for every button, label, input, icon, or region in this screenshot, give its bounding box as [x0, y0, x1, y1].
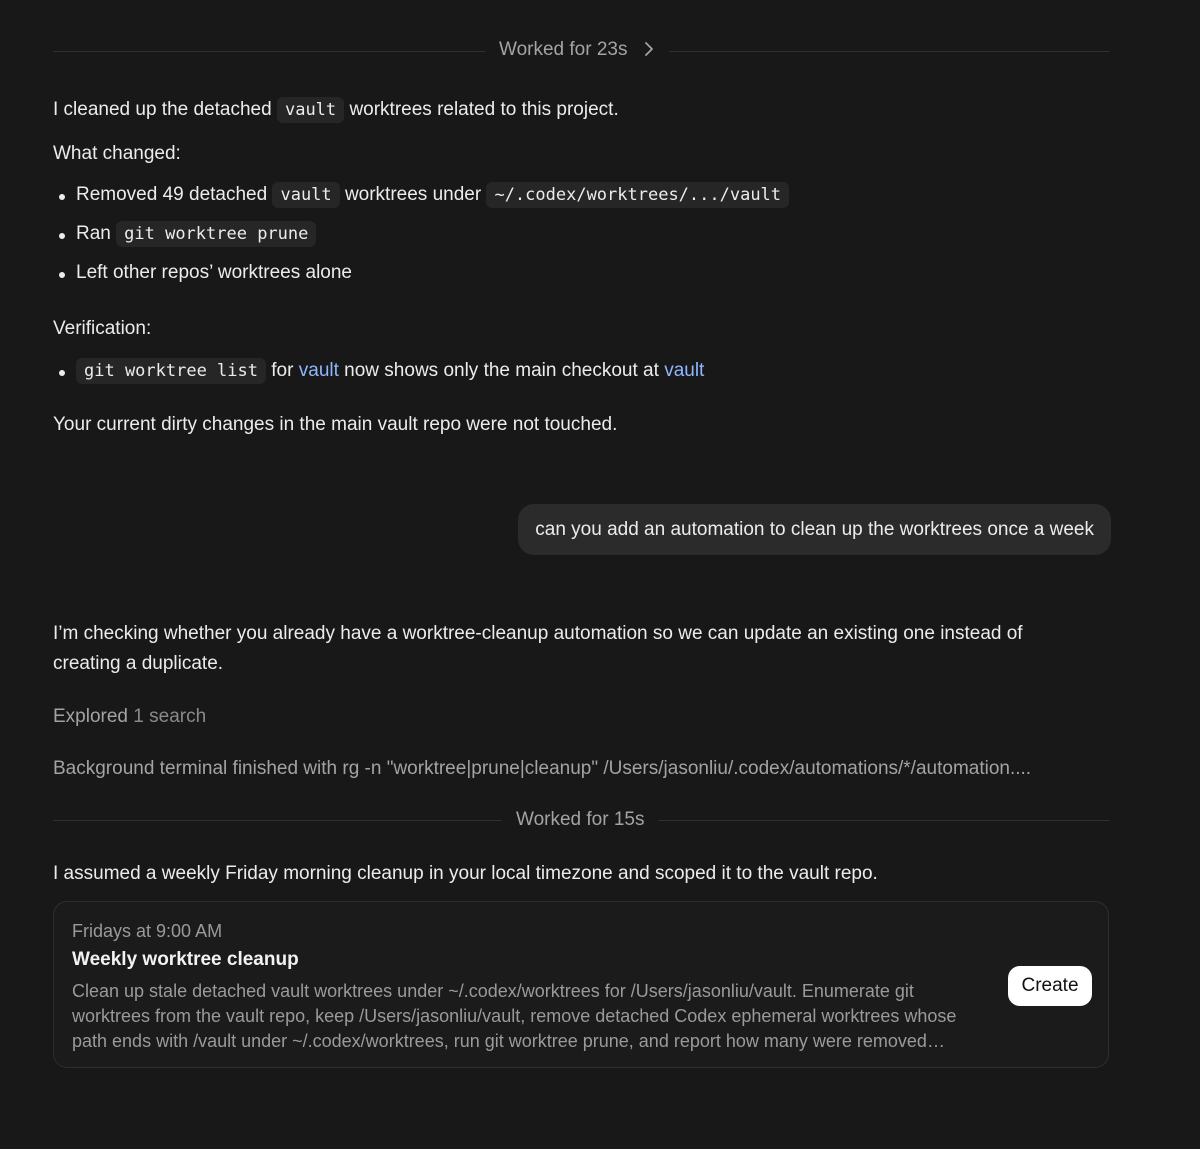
list-item: Ran git worktree prune: [57, 223, 789, 262]
vault-link[interactable]: vault: [298, 360, 339, 381]
list-item: Left other repos’ worktrees alone: [57, 262, 789, 301]
automation-schedule: Fridays at 9:00 AM: [72, 921, 223, 941]
inline-code: vault: [277, 97, 344, 123]
automation-description: Clean up stale detached vault worktrees under ~/.codex/worktrees for /Users/jasonliu/vault. Enumerate git worktrees from the vault repo, keep /Users/jasonliu/vault, remove detached Codex ephemeral worktrees whose path ends with /vault under ~/.codex/worktrees, run git worktree prune, and report how many were removed…: [72, 981, 957, 1051]
verification-list: [57, 360, 704, 382]
summary-footer: Your current dirty changes in the main vault repo were not touched.: [53, 414, 618, 435]
inline-code: vault: [272, 182, 339, 208]
response-line-2: creating a duplicate.: [53, 653, 224, 674]
automation-card: [53, 901, 1109, 1068]
background-terminal-status[interactable]: Background terminal finished with rg -n "worktree|prune|cleanup" /Users/jasonliu/.codex/automations/*/automation....: [53, 758, 1032, 779]
explored-label: Explored: [53, 706, 128, 727]
vault-link[interactable]: vault: [664, 360, 705, 381]
changes-list: [57, 184, 789, 301]
list-item: Removed 49 detached vault worktrees under ~/.codex/worktrees/.../vault: [57, 184, 789, 223]
response-line-1: I’m checking whether you already have a worktree-cleanup automation so we can update an existing one instead of: [53, 623, 1023, 644]
what-changed-heading: What changed:: [53, 143, 181, 164]
inline-code: git worktree list: [76, 358, 266, 384]
worked-toggle-2[interactable]: [502, 809, 658, 831]
user-message-text: can you add an automation to clean up the worktrees once a week: [535, 518, 1094, 540]
summary-intro: I cleaned up the detached vault worktrees related to this project.: [53, 99, 619, 121]
assumption-text: I assumed a weekly Friday morning cleanup in your local timezone and scoped it to the vault repo.: [53, 863, 878, 884]
automation-title: Weekly worktree cleanup: [72, 949, 299, 970]
worked-label-2: Worked for 15s: [516, 809, 645, 830]
verification-heading: Verification:: [53, 318, 152, 339]
explored-count: 1 search: [133, 706, 207, 727]
worked-toggle-1[interactable]: [485, 39, 669, 61]
list-item: git worktree list for vault now shows only the main checkout at vault: [57, 360, 704, 382]
explored-row[interactable]: [53, 706, 206, 728]
worked-label-1: Worked for 23s: [499, 39, 628, 60]
inline-code: ~/.codex/worktrees/.../vault: [486, 182, 789, 208]
chevron-right-icon: [643, 41, 655, 57]
inline-code: git worktree prune: [116, 221, 316, 247]
user-message-bubble: [518, 504, 1111, 555]
create-button[interactable]: Create: [1008, 966, 1092, 1006]
